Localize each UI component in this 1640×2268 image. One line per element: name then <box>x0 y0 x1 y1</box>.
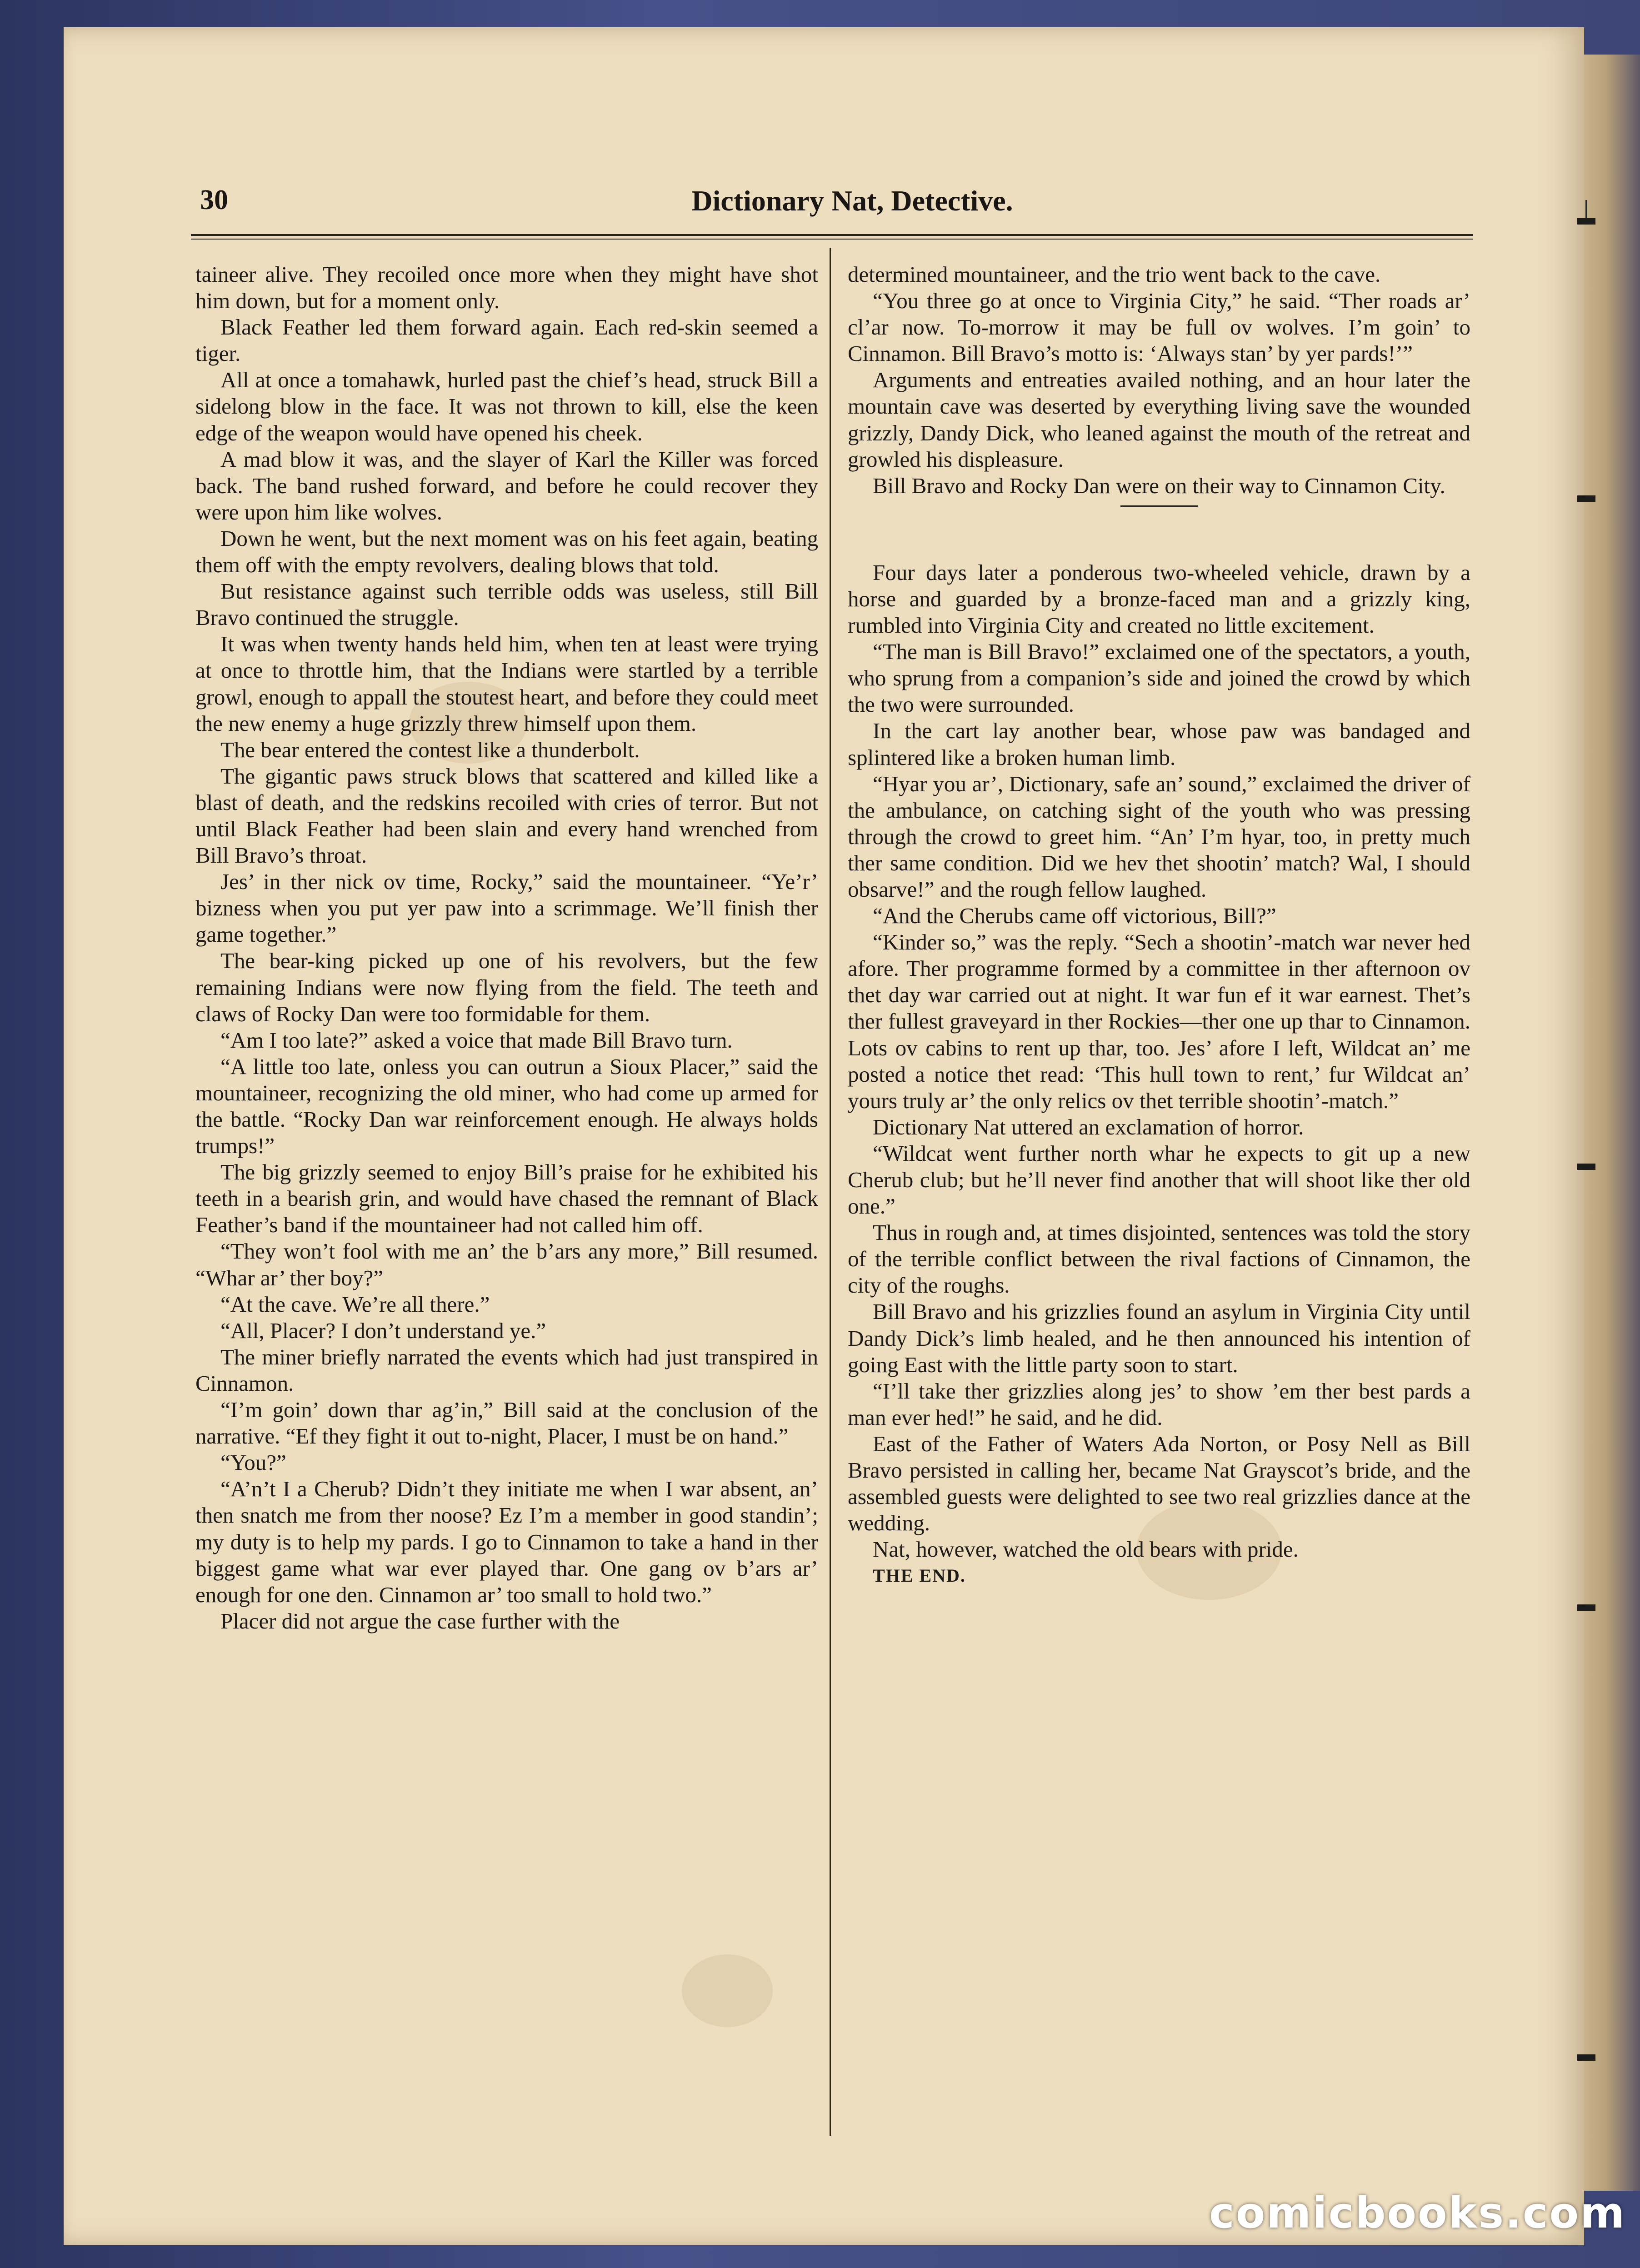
paragraph: Placer did not argue the case further with the <box>220 1608 620 1634</box>
paragraph: The miner briefly narrated the events which had just transpired in Cinnamon. <box>195 1344 818 1396</box>
binding-staple <box>1577 1604 1595 1611</box>
binding-staple <box>1577 495 1595 502</box>
paragraph: But resistance against such terrible odds was useless, still Bill Bravo continued the struggle. <box>195 579 818 630</box>
binding-staple <box>1577 1164 1595 1170</box>
paragraph: The big grizzly seemed to enjoy Bill’s praise for he exhibited his teeth in a bearish grin, and would have chased the remnant of Black Feather’s band if the mountaineer had not called him off. <box>195 1159 818 1238</box>
paragraph: “A’n’t I a Cherub? Didn’t they initiate me when I war absent, an’ then snatch me from ther noose? Ez I’m a member in good standin’; my duty is to help my pards. I go to Cinnamon to take a hand in ther biggest game what war ever played thar. One gang ov b’ars ar’ enough for one den. Cinnamon ar’ too small to hold two.” <box>195 1476 818 1607</box>
running-title: Dictionary Nat, Detective. <box>691 185 1013 217</box>
paragraph: taineer alive. They recoiled once more when they might have shot him down, but for a moment only. <box>195 262 818 314</box>
paragraph: “And the Cherubs came off victorious, Bill?” <box>873 903 1276 929</box>
paragraph: The bear entered the contest like a thunderbolt. <box>220 737 640 762</box>
paragraph: “All, Placer? I don’t understand ye.” <box>220 1318 546 1343</box>
header-rule-thin <box>191 239 1473 240</box>
site-watermark: comicbooks.com <box>1209 2188 1626 2238</box>
paragraph: It was when twenty hands held him, when ten at least were trying at once to throttle him, that the Indians were startled by a terrible growl, enough to appall the stoutest heart, and before they could meet the new enemy a huge grizzly threw himself upon them. <box>195 631 818 736</box>
paragraph: “At the cave. We’re all there.” <box>220 1291 490 1317</box>
paragraph: Down he went, but the next moment was on his feet again, beating them off with the empty revolvers, dealing blows that told. <box>195 525 818 578</box>
paragraph: Thus in rough and, at times disjointed, sentences was told the story of the terrible conflict between the rival factions of Cinnamon, the city of the roughs. <box>848 1220 1470 1298</box>
paragraph: East of the Father of Waters Ada Norton, or Posy Nell as Bill Bravo persisted in calling her, became Nat Grayscot’s bride, and the assembled guests were delighted to see two real grizzlies dance at the wedding. <box>848 1431 1470 1536</box>
binding-staple <box>1577 2054 1595 2061</box>
right-column <box>848 261 1470 1589</box>
paragraph: All at once a tomahawk, hurled past the chief’s head, struck Bill a sidelong blow in the face. It was not thrown to kill, else the keen edge of the weapon would have opened his cheek. <box>195 367 818 445</box>
paragraph: “I’m goin’ down thar ag’in,” Bill said at the conclusion of the narrative. “Ef they fight it out to-night, Placer, I must be on hand.” <box>195 1397 818 1449</box>
paragraph: The bear-king picked up one of his revolvers, but the few remaining Indians were now flying from the field. The teeth and claws of Rocky Dan were too formidable for them. <box>195 948 818 1026</box>
binding-thread <box>1585 200 1587 218</box>
paragraph: Dictionary Nat uttered an exclamation of horror. <box>873 1114 1304 1139</box>
paragraph: “I’ll take ther grizzlies along jes’ to show ’em ther best pards a man ever hed!” he said, and he did. <box>848 1378 1470 1430</box>
paragraph: “A little too late, onless you can outrun a Sioux Placer,” said the mountaineer, recognizing the old miner, who had come up armed for the battle. “Rocky Dan war reinforcement enough. He always holds trumps!” <box>195 1054 818 1159</box>
paragraph: Nat, however, watched the old bears with pride. <box>873 1537 1299 1562</box>
paragraph: Jes’ in ther nick ov time, Rocky,” said the mountaineer. “Ye’r’ bizness when you put yer paw into a scrimmage. We’ll finish ther game together.” <box>195 869 818 947</box>
paragraph: “You three go at once to Virginia City,” he said. “Ther roads ar’ cl’ar now. To-morrow it may be full ov wolves. I’m goin’ to Cinnamon. Bill Bravo’s motto is: ‘Always stan’ by yer pards!’” <box>848 288 1470 366</box>
header-rule <box>191 234 1473 236</box>
paragraph: Bill Bravo and his grizzlies found an asylum in Virginia City until Dandy Dick’s limb healed, and he then announced his intention of going East with the little party soon to start. <box>848 1299 1470 1377</box>
paragraph: “Am I too late?” asked a voice that made Bill Bravo turn. <box>220 1027 733 1053</box>
paragraph: Bill Bravo and Rocky Dan were on their way to Cinnamon City. <box>873 473 1445 498</box>
section-break-rule <box>1120 505 1198 507</box>
column-separator <box>830 248 831 2136</box>
paragraph: “Hyar you ar’, Dictionary, safe an’ sound,” exclaimed the driver of the ambulance, on catching sight of the youth who was pressing through the crowd to greet him. “An’ I’m hyar, too, in pretty much ther same condition. Did we hev thet shootin’ match? Wal, I should obsarve!” and the rough fellow laughed. <box>848 771 1470 902</box>
page-number: 30 <box>200 185 228 215</box>
page-edge-stack <box>1582 55 1640 2191</box>
paragraph: A mad blow it was, and the slayer of Karl the Killer was forced back. The band rushed forward, and before he could recover they were upon him like wolves. <box>195 446 818 525</box>
paragraph: “Wildcat went further north whar he expects to git up a new Cherub club; but he’ll never find another that will shoot like ther old one.” <box>848 1140 1470 1219</box>
paragraph: The gigantic paws struck blows that scattered and killed like a blast of death, and the redskins recoiled with cries of terror. But not until Black Feather had been slain and every hand wrenched from Bill Bravo’s throat. <box>195 763 818 868</box>
paragraph: “They won’t fool with me an’ the b’ars any more,” Bill resumed. “Whar ar’ ther boy?” <box>195 1239 818 1290</box>
paragraph: “You?” <box>220 1450 286 1475</box>
paragraph: Four days later a ponderous two-wheeled vehicle, drawn by a horse and guarded by a bronze-faced man and a grizzly king, rumbled into Virginia City and created no little excitement. <box>848 560 1470 638</box>
paragraph: determined mountaineer, and the trio went back to the cave. <box>848 262 1381 287</box>
paragraph: In the cart lay another bear, whose paw was bandaged and splintered like a broken human limb. <box>848 718 1470 770</box>
binding-staple <box>1577 218 1595 225</box>
paragraph: Black Feather led them forward again. Each red-skin seemed a tiger. <box>195 315 818 366</box>
the-end-marker: THE END. <box>873 1565 966 1586</box>
paragraph: “The man is Bill Bravo!” exclaimed one of the spectators, a youth, who sprung from a companion’s side and joined the crowd by which the two were surrounded. <box>848 639 1470 717</box>
paragraph: “Kinder so,” was the reply. “Sech a shootin’-match war never hed afore. Ther programme formed by a committee in ther afternoon ov thet day war carried out at night. It war fun ef it war earnest. Thet’s ther fullest graveyard in ther Rockies—ther one up thar to Cinnamon. Lots ov cabins to rent up thar, too. Jes’ afore I left, Wildcat an’ me posted a notice thet read: ‘This hull town to rent,’ fur Wildcat an’ yours truly ar’ the only relics ov thet terrible shootin’-match.” <box>848 929 1470 1113</box>
paragraph: Arguments and entreaties availed nothing, and an hour later the mountain cave was deserted by everything living save the wounded grizzly, Dandy Dick, who leaned against the mouth of the retreat and growled his displeasure. <box>848 367 1470 472</box>
paper-stain <box>682 1954 773 2027</box>
left-column <box>195 261 818 1634</box>
